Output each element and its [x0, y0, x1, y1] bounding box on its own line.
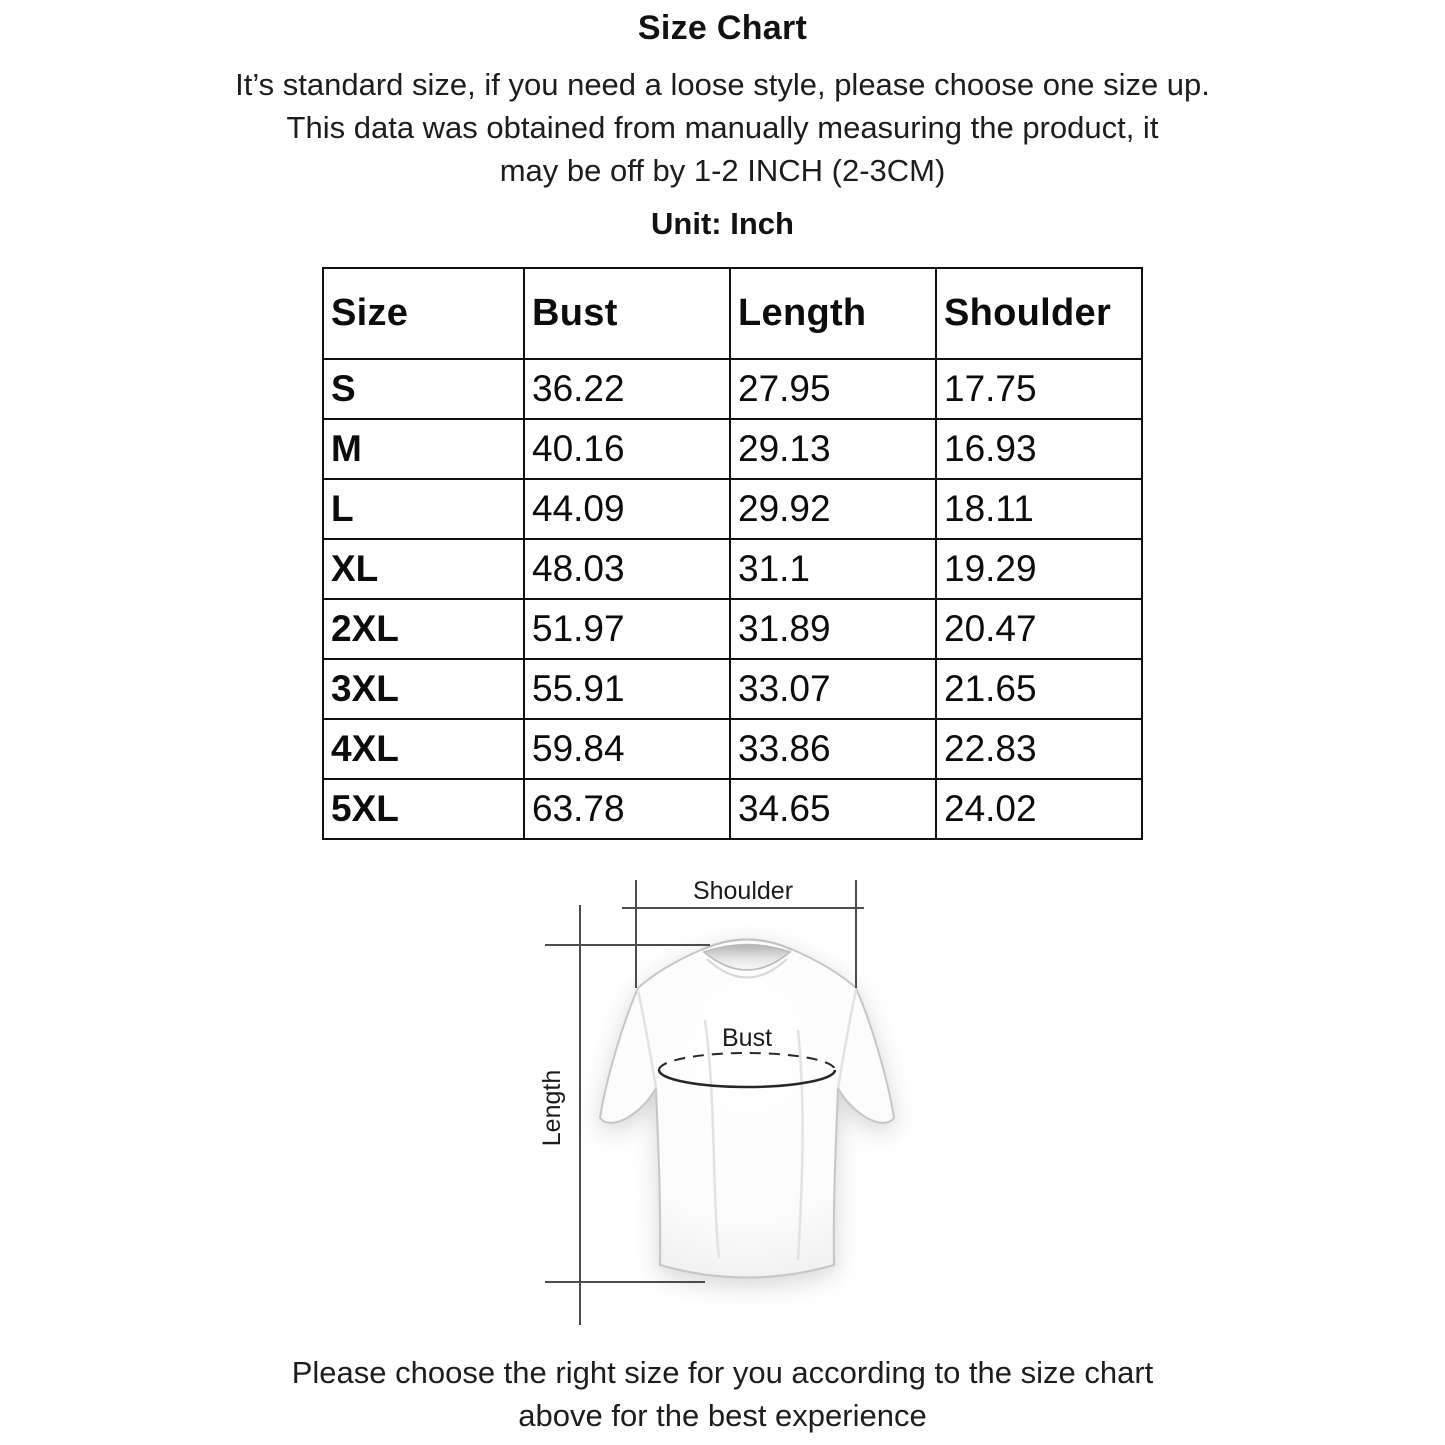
cell-size: 5XL: [323, 779, 524, 839]
cell-shoulder: 20.47: [936, 599, 1142, 659]
intro-paragraph: [0, 63, 1445, 192]
table-row: [323, 659, 1142, 719]
cell-size: M: [323, 419, 524, 479]
intro-line-3: may be off by 1-2 INCH (2-3CM): [499, 153, 946, 188]
cell-shoulder: 22.83: [936, 719, 1142, 779]
length-label: Length: [538, 1069, 566, 1147]
cell-size: S: [323, 359, 524, 419]
cell-size: L: [323, 479, 524, 539]
header-size: Size: [323, 268, 524, 359]
cell-bust: 48.03: [524, 539, 730, 599]
footer-line-1: Please choose the right size for you according to the size chart: [291, 1355, 1154, 1390]
header-length: Length: [730, 268, 936, 359]
cell-shoulder: 24.02: [936, 779, 1142, 839]
cell-length: 33.86: [730, 719, 936, 779]
cell-length: 31.1: [730, 539, 936, 599]
header-bust: Bust: [524, 268, 730, 359]
table-row: [323, 479, 1142, 539]
cell-length: 31.89: [730, 599, 936, 659]
cell-shoulder: 18.11: [936, 479, 1142, 539]
table-row: [323, 359, 1142, 419]
cell-size: 4XL: [323, 719, 524, 779]
tshirt-measurement-diagram: [500, 870, 1040, 1340]
size-table: [322, 267, 1143, 840]
page-title: Size Chart: [637, 9, 808, 47]
intro-line-1: It’s standard size, if you need a loose style, please choose one size up.: [235, 67, 1210, 102]
cell-shoulder: 19.29: [936, 539, 1142, 599]
cell-bust: 36.22: [524, 359, 730, 419]
cell-bust: 40.16: [524, 419, 730, 479]
intro-line-2: This data was obtained from manually measuring the product, it: [286, 110, 1159, 145]
cell-length: 29.92: [730, 479, 936, 539]
cell-size: XL: [323, 539, 524, 599]
cell-length: 29.13: [730, 419, 936, 479]
tshirt-graphic: [600, 940, 894, 1278]
cell-shoulder: 21.65: [936, 659, 1142, 719]
tshirt-body: [600, 940, 894, 1278]
table-header-row: [323, 268, 1142, 359]
header-shoulder: Shoulder: [936, 268, 1142, 359]
table-row: [323, 539, 1142, 599]
cell-bust: 51.97: [524, 599, 730, 659]
cell-length: 27.95: [730, 359, 936, 419]
cell-length: 34.65: [730, 779, 936, 839]
cell-shoulder: 16.93: [936, 419, 1142, 479]
cell-length: 33.07: [730, 659, 936, 719]
footer-line-2: above for the best experience: [518, 1398, 927, 1433]
cell-bust: 63.78: [524, 779, 730, 839]
table-row: [323, 599, 1142, 659]
shoulder-label: Shoulder: [692, 877, 794, 905]
cell-bust: 44.09: [524, 479, 730, 539]
cell-bust: 59.84: [524, 719, 730, 779]
cell-shoulder: 17.75: [936, 359, 1142, 419]
table-row: [323, 419, 1142, 479]
cell-size: 3XL: [323, 659, 524, 719]
footer-text: [0, 1351, 1445, 1437]
table-row: [323, 779, 1142, 839]
table-row: [323, 719, 1142, 779]
bust-label: Bust: [721, 1024, 773, 1052]
cell-size: 2XL: [323, 599, 524, 659]
unit-label: Unit: Inch: [651, 206, 794, 241]
cell-bust: 55.91: [524, 659, 730, 719]
